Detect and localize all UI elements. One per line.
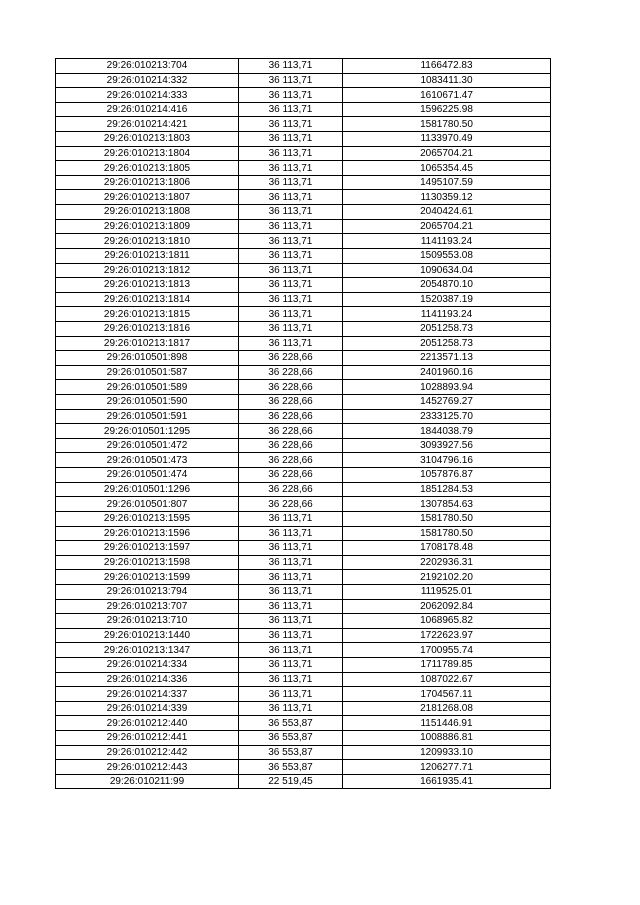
table-row	[56, 321, 551, 336]
value-cell: 1166472.83	[343, 59, 551, 74]
cadastral-number-cell: 29:26:010501:1296	[56, 482, 239, 497]
value-cell: 1581780.50	[343, 117, 551, 132]
rate-cell: 36 113,71	[239, 628, 343, 643]
table-row	[56, 555, 551, 570]
cadastral-number-cell: 29:26:010501:590	[56, 395, 239, 410]
value-cell: 1119525.01	[343, 584, 551, 599]
rate-cell: 36 553,87	[239, 745, 343, 760]
value-cell: 2181268.08	[343, 701, 551, 716]
table-row	[56, 175, 551, 190]
value-cell: 1708178.48	[343, 541, 551, 556]
cadastral-number-cell: 29:26:010214:339	[56, 701, 239, 716]
table-row	[56, 745, 551, 760]
value-cell: 3104796.16	[343, 453, 551, 468]
value-cell: 2054870.10	[343, 278, 551, 293]
cadastral-number-cell: 29:26:010212:441	[56, 731, 239, 746]
rate-cell: 36 228,66	[239, 497, 343, 512]
value-cell: 1028893.94	[343, 380, 551, 395]
table-row	[56, 395, 551, 410]
rate-cell: 36 113,71	[239, 526, 343, 541]
table-row	[56, 351, 551, 366]
value-cell: 1509553.08	[343, 248, 551, 263]
cadastral-number-cell: 29:26:010212:443	[56, 760, 239, 775]
cadastral-number-cell: 29:26:010213:1811	[56, 248, 239, 263]
table-body	[56, 59, 551, 789]
table-row	[56, 497, 551, 512]
value-cell: 1452769.27	[343, 395, 551, 410]
value-cell: 1596225.98	[343, 102, 551, 117]
table-row	[56, 380, 551, 395]
cadastral-number-cell: 29:26:010213:704	[56, 59, 239, 74]
value-cell: 2062092.84	[343, 599, 551, 614]
value-cell: 3093927.56	[343, 438, 551, 453]
cadastral-number-cell: 29:26:010501:589	[56, 380, 239, 395]
rate-cell: 22 519,45	[239, 774, 343, 789]
rate-cell: 36 113,71	[239, 672, 343, 687]
table-row	[56, 161, 551, 176]
cadastral-number-cell: 29:26:010214:337	[56, 687, 239, 702]
table-row	[56, 146, 551, 161]
table-row	[56, 59, 551, 74]
rate-cell: 36 113,71	[239, 701, 343, 716]
cadastral-number-cell: 29:26:010213:1810	[56, 234, 239, 249]
cadastral-number-cell: 29:26:010501:473	[56, 453, 239, 468]
table-row	[56, 117, 551, 132]
cadastral-number-cell: 29:26:010213:707	[56, 599, 239, 614]
cadastral-number-cell: 29:26:010213:1347	[56, 643, 239, 658]
value-cell: 1704567.11	[343, 687, 551, 702]
rate-cell: 36 228,66	[239, 438, 343, 453]
cadastral-number-cell: 29:26:010213:1807	[56, 190, 239, 205]
value-cell: 2401960.16	[343, 365, 551, 380]
table-row	[56, 468, 551, 483]
rate-cell: 36 113,71	[239, 584, 343, 599]
table-row	[56, 687, 551, 702]
value-cell: 2192102.20	[343, 570, 551, 585]
table-row	[56, 278, 551, 293]
value-cell: 1057876.87	[343, 468, 551, 483]
rate-cell: 36 113,71	[239, 541, 343, 556]
rate-cell: 36 113,71	[239, 643, 343, 658]
rate-cell: 36 113,71	[239, 88, 343, 103]
cadastral-number-cell: 29:26:010213:1806	[56, 175, 239, 190]
rate-cell: 36 228,66	[239, 380, 343, 395]
value-cell: 1711789.85	[343, 657, 551, 672]
cadastral-number-cell: 29:26:010213:1813	[56, 278, 239, 293]
cadastral-number-cell: 29:26:010212:440	[56, 716, 239, 731]
value-cell: 1307854.63	[343, 497, 551, 512]
value-cell: 1851284.53	[343, 482, 551, 497]
table-row	[56, 628, 551, 643]
table-row	[56, 292, 551, 307]
table-row	[56, 365, 551, 380]
value-cell: 1083411.30	[343, 73, 551, 88]
rate-cell: 36 113,71	[239, 219, 343, 234]
rate-cell: 36 113,71	[239, 307, 343, 322]
rate-cell: 36 113,71	[239, 599, 343, 614]
table-row	[56, 307, 551, 322]
value-cell: 1141193.24	[343, 234, 551, 249]
cadastral-number-cell: 29:26:010501:591	[56, 409, 239, 424]
cadastral-number-cell: 29:26:010501:1295	[56, 424, 239, 439]
table-row	[56, 409, 551, 424]
value-cell: 2333125.70	[343, 409, 551, 424]
cadastral-number-cell: 29:26:010213:1440	[56, 628, 239, 643]
table-row	[56, 482, 551, 497]
table-row	[56, 774, 551, 789]
rate-cell: 36 113,71	[239, 248, 343, 263]
rate-cell: 36 113,71	[239, 555, 343, 570]
value-cell: 1151446.91	[343, 716, 551, 731]
table-row	[56, 73, 551, 88]
cadastral-number-cell: 29:26:010213:1815	[56, 307, 239, 322]
cadastral-number-cell: 29:26:010214:336	[56, 672, 239, 687]
value-cell: 1130359.12	[343, 190, 551, 205]
value-cell: 1722623.97	[343, 628, 551, 643]
value-cell: 1008886.81	[343, 731, 551, 746]
table-row	[56, 526, 551, 541]
cadastral-value-table	[55, 58, 551, 789]
cadastral-number-cell: 29:26:010501:898	[56, 351, 239, 366]
table-row	[56, 701, 551, 716]
rate-cell: 36 113,71	[239, 292, 343, 307]
cadastral-number-cell: 29:26:010501:587	[56, 365, 239, 380]
cadastral-number-cell: 29:26:010213:710	[56, 614, 239, 629]
rate-cell: 36 113,71	[239, 321, 343, 336]
rate-cell: 36 113,71	[239, 205, 343, 220]
rate-cell: 36 113,71	[239, 687, 343, 702]
rate-cell: 36 113,71	[239, 234, 343, 249]
value-cell: 2040424.61	[343, 205, 551, 220]
value-cell: 1700955.74	[343, 643, 551, 658]
table-row	[56, 263, 551, 278]
cadastral-number-cell: 29:26:010214:416	[56, 102, 239, 117]
rate-cell: 36 228,66	[239, 453, 343, 468]
table-row	[56, 643, 551, 658]
rate-cell: 36 228,66	[239, 468, 343, 483]
rate-cell: 36 113,71	[239, 161, 343, 176]
value-cell: 1068965.82	[343, 614, 551, 629]
table-row	[56, 731, 551, 746]
cadastral-number-cell: 29:26:010213:1597	[56, 541, 239, 556]
table-row	[56, 190, 551, 205]
cadastral-number-cell: 29:26:010213:1599	[56, 570, 239, 585]
cadastral-number-cell: 29:26:010214:334	[56, 657, 239, 672]
cadastral-number-cell: 29:26:010213:1805	[56, 161, 239, 176]
cadastral-number-cell: 29:26:010213:1812	[56, 263, 239, 278]
cadastral-number-cell: 29:26:010213:1808	[56, 205, 239, 220]
rate-cell: 36 553,87	[239, 731, 343, 746]
cadastral-number-cell: 29:26:010501:474	[56, 468, 239, 483]
cadastral-number-cell: 29:26:010501:807	[56, 497, 239, 512]
value-cell: 1065354.45	[343, 161, 551, 176]
cadastral-number-cell: 29:26:010213:1595	[56, 511, 239, 526]
cadastral-number-cell: 29:26:010212:442	[56, 745, 239, 760]
value-cell: 2213571.13	[343, 351, 551, 366]
value-cell: 1844038.79	[343, 424, 551, 439]
rate-cell: 36 113,71	[239, 59, 343, 74]
value-cell: 1581780.50	[343, 511, 551, 526]
rate-cell: 36 113,71	[239, 73, 343, 88]
table-row	[56, 716, 551, 731]
cadastral-number-cell: 29:26:010213:1816	[56, 321, 239, 336]
rate-cell: 36 113,71	[239, 657, 343, 672]
rate-cell: 36 113,71	[239, 132, 343, 147]
table-row	[56, 424, 551, 439]
cadastral-number-cell: 29:26:010214:332	[56, 73, 239, 88]
cadastral-number-cell: 29:26:010214:333	[56, 88, 239, 103]
rate-cell: 36 113,71	[239, 102, 343, 117]
rate-cell: 36 553,87	[239, 760, 343, 775]
value-cell: 1661935.41	[343, 774, 551, 789]
rate-cell: 36 113,71	[239, 614, 343, 629]
table-row	[56, 438, 551, 453]
table-row	[56, 614, 551, 629]
table-row	[56, 88, 551, 103]
rate-cell: 36 113,71	[239, 511, 343, 526]
rate-cell: 36 113,71	[239, 175, 343, 190]
value-cell: 2065704.21	[343, 146, 551, 161]
table-row	[56, 234, 551, 249]
rate-cell: 36 228,66	[239, 365, 343, 380]
value-cell: 1087022.67	[343, 672, 551, 687]
cadastral-number-cell: 29:26:010501:472	[56, 438, 239, 453]
value-cell: 1495107.59	[343, 175, 551, 190]
table-row	[56, 511, 551, 526]
table-row	[56, 541, 551, 556]
value-cell: 1090634.04	[343, 263, 551, 278]
value-cell: 1206277.71	[343, 760, 551, 775]
table-row	[56, 219, 551, 234]
cadastral-number-cell: 29:26:010211:99	[56, 774, 239, 789]
cadastral-number-cell: 29:26:010213:1803	[56, 132, 239, 147]
rate-cell: 36 113,71	[239, 278, 343, 293]
value-cell: 2051258.73	[343, 321, 551, 336]
table-row	[56, 599, 551, 614]
rate-cell: 36 553,87	[239, 716, 343, 731]
table-row	[56, 248, 551, 263]
rate-cell: 36 113,71	[239, 263, 343, 278]
value-cell: 1520387.19	[343, 292, 551, 307]
cadastral-number-cell: 29:26:010214:421	[56, 117, 239, 132]
cadastral-number-cell: 29:26:010213:794	[56, 584, 239, 599]
cadastral-number-cell: 29:26:010213:1598	[56, 555, 239, 570]
rate-cell: 36 113,71	[239, 570, 343, 585]
value-cell: 2202936.31	[343, 555, 551, 570]
table-row	[56, 672, 551, 687]
value-cell: 2051258.73	[343, 336, 551, 351]
table-row	[56, 760, 551, 775]
cadastral-number-cell: 29:26:010213:1596	[56, 526, 239, 541]
cadastral-number-cell: 29:26:010213:1817	[56, 336, 239, 351]
value-cell: 1581780.50	[343, 526, 551, 541]
table-row	[56, 453, 551, 468]
cadastral-number-cell: 29:26:010213:1804	[56, 146, 239, 161]
rate-cell: 36 113,71	[239, 336, 343, 351]
value-cell: 2065704.21	[343, 219, 551, 234]
rate-cell: 36 113,71	[239, 146, 343, 161]
rate-cell: 36 228,66	[239, 351, 343, 366]
table-row	[56, 205, 551, 220]
table-row	[56, 584, 551, 599]
table-row	[56, 132, 551, 147]
value-cell: 1610671.47	[343, 88, 551, 103]
table-row	[56, 336, 551, 351]
value-cell: 1133970.49	[343, 132, 551, 147]
table-row	[56, 570, 551, 585]
cadastral-number-cell: 29:26:010213:1809	[56, 219, 239, 234]
rate-cell: 36 228,66	[239, 482, 343, 497]
table-row	[56, 657, 551, 672]
table-row	[56, 102, 551, 117]
value-cell: 1141193.24	[343, 307, 551, 322]
rate-cell: 36 113,71	[239, 117, 343, 132]
value-cell: 1209933.10	[343, 745, 551, 760]
rate-cell: 36 228,66	[239, 395, 343, 410]
rate-cell: 36 228,66	[239, 424, 343, 439]
cadastral-number-cell: 29:26:010213:1814	[56, 292, 239, 307]
rate-cell: 36 228,66	[239, 409, 343, 424]
rate-cell: 36 113,71	[239, 190, 343, 205]
